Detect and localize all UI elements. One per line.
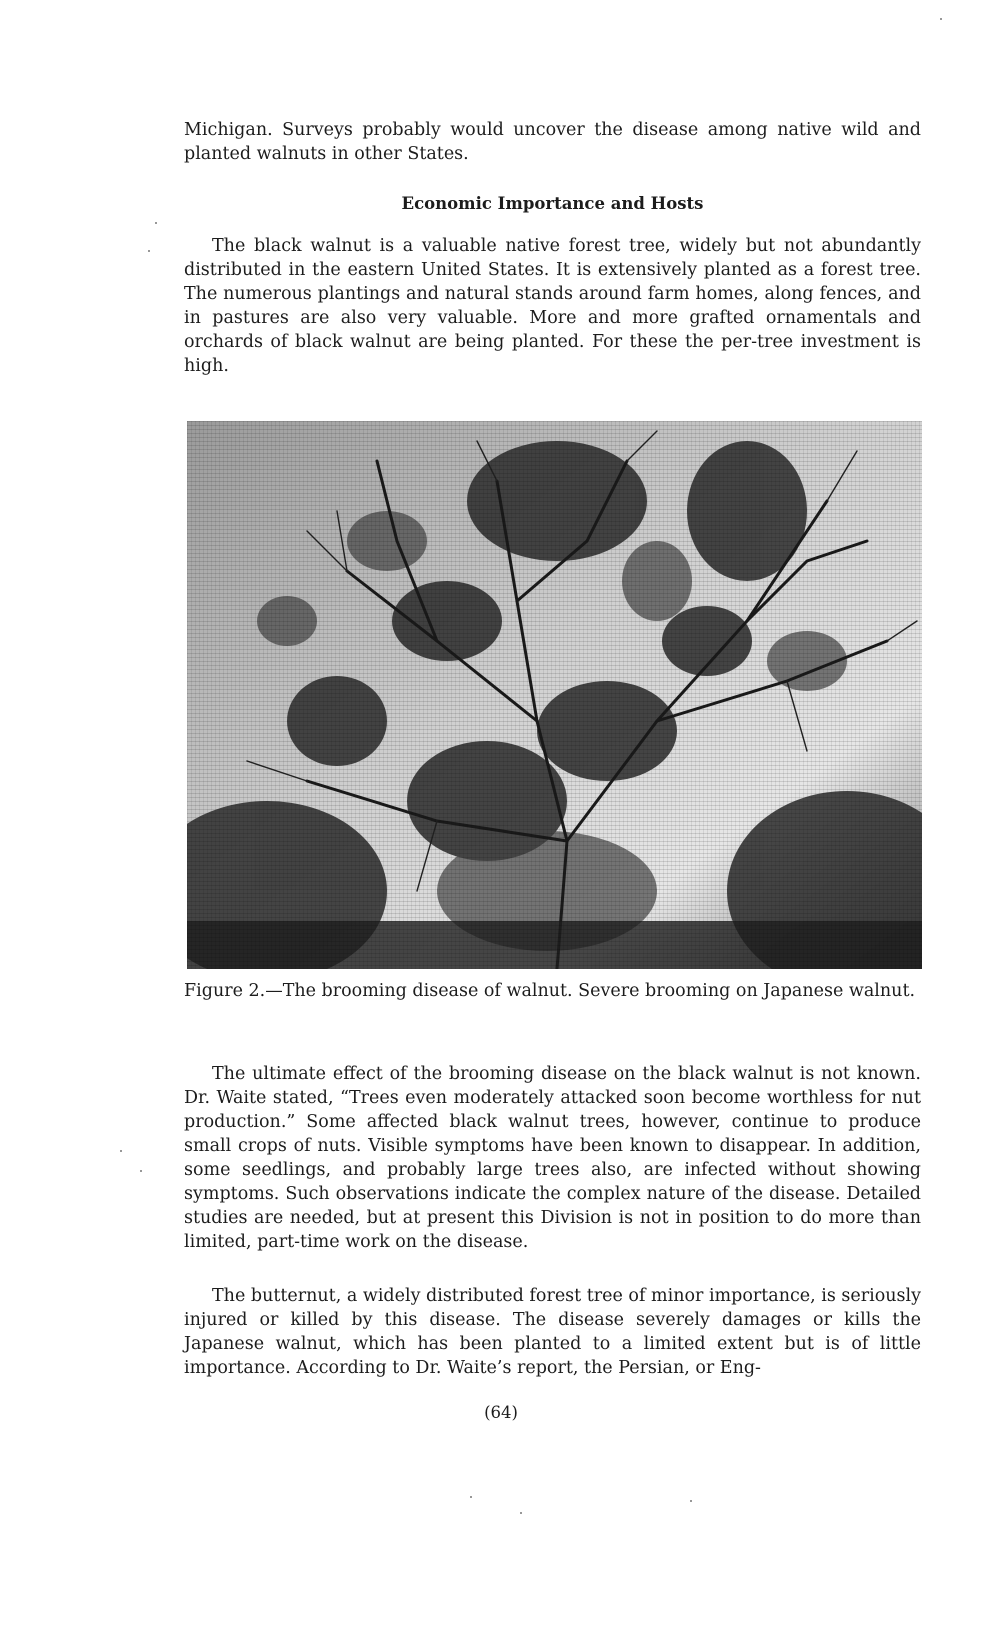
scan-speck <box>155 222 157 224</box>
scan-speck <box>470 1496 472 1498</box>
figure-caption: Figure 2.—The brooming disease of walnut. Severe brooming on Japanese walnut. <box>184 981 916 1001</box>
paragraph-ultimate-effect: The ultimate effect of the brooming disease on the black walnut is not known. Dr. Waite stated, “Trees even moderately attacked soon become worthless for nut production.” Some affected black walnut trees, however, continue to produce small crops of nuts. Visible symptoms have been known to disappear. In addition, some seedlings, and probably large trees also, are infected without showing symptoms. Such observations indicate the complex nature of the disease. Detailed studies are needed, but at present this Division is not in position to do more than limited, part-time work on the disease. <box>184 1064 921 1252</box>
scan-speck <box>140 1170 142 1172</box>
scan-speck <box>690 1500 692 1502</box>
section-heading: Economic Importance and Hosts <box>401 194 704 213</box>
scan-speck <box>520 1512 522 1514</box>
walnut-brooming-photo <box>187 421 922 969</box>
paragraph-butternut: The butternut, a widely distributed forest tree of minor importance, is seriously injured or killed by this disease. The disease severely damages or kills the Japanese walnut, which has been planted to a limited extent but is of little importance. According to Dr. Waite’s report, the Persian, or Eng- <box>184 1286 921 1378</box>
paragraph-economic-importance: The black walnut is a valuable native forest tree, widely but not abundantly distributed in the eastern United States. It is extensively planted as a forest tree. The numerous plantings and natural stands around farm homes, along fences, and in pastures are also very valuable. More and more grafted ornamentals and orchards of black walnut are being planted. For these the per-tree investment is high. <box>184 236 921 376</box>
page-number: (64) <box>484 1403 518 1422</box>
scan-speck <box>120 1150 122 1152</box>
intro-paragraph: Michigan. Surveys probably would uncover the disease among native wild and planted walnuts in other States. <box>184 120 921 164</box>
scan-speck <box>148 250 150 252</box>
scan-speck <box>940 18 942 20</box>
